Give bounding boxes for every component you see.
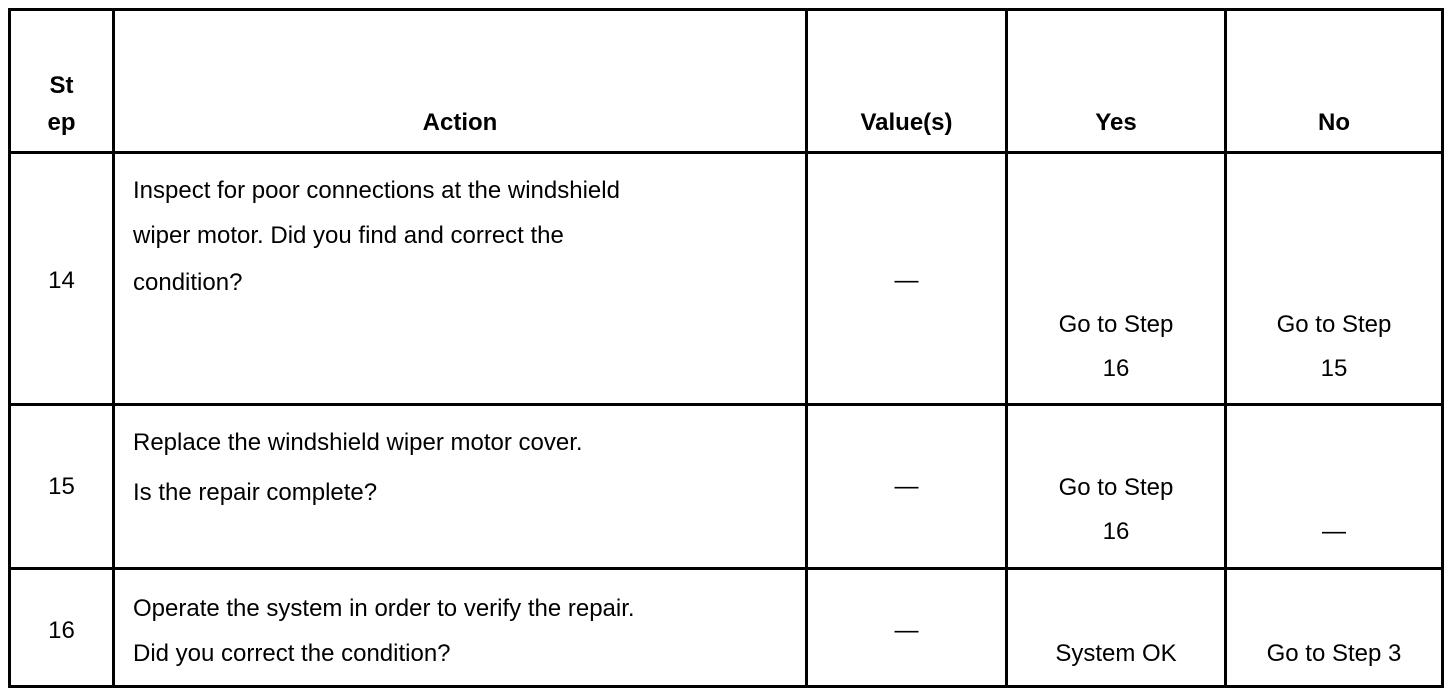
action-line: Did you correct the condition? (133, 640, 451, 667)
table-row (11, 406, 1444, 570)
header-action (115, 11, 808, 154)
yes-link-step: 16 (1102, 355, 1130, 382)
step-cell (11, 406, 115, 570)
table-row (11, 570, 1444, 688)
header-step-line2: ep (47, 109, 76, 136)
value-dash: — (894, 267, 919, 294)
step-number: 15 (48, 473, 75, 500)
header-yes (1008, 11, 1227, 154)
header-values-label: Value(s) (860, 109, 953, 136)
header-step-line1: St (49, 72, 74, 99)
yes-link-label: Go to Step (1058, 474, 1174, 501)
action-line: Operate the system in order to verify the repair. (133, 595, 635, 622)
step-number: 14 (48, 267, 75, 294)
header-action-label: Action (422, 109, 498, 136)
action-cell (115, 406, 808, 570)
yes-link-label: Go to Step (1058, 311, 1174, 338)
yes-cell (1008, 570, 1227, 688)
value-cell (808, 154, 1008, 406)
yes-cell (1008, 406, 1227, 570)
no-link-step: 15 (1320, 355, 1348, 382)
action-line: wiper motor. Did you find and correct the (133, 222, 564, 249)
step-number: 16 (48, 617, 75, 644)
yes-result: System OK (1055, 640, 1177, 667)
value-dash: — (894, 473, 919, 500)
header-no (1227, 11, 1444, 154)
no-dash: — (1322, 518, 1346, 545)
step-cell (11, 154, 115, 406)
diagnostic-table (8, 8, 1444, 688)
action-line: condition? (133, 269, 243, 296)
yes-link-step: 16 (1102, 518, 1130, 545)
step-cell (11, 570, 115, 688)
no-cell (1227, 570, 1444, 688)
table-header-row (11, 11, 1444, 154)
no-link-label: Go to Step 3 (1266, 640, 1402, 667)
value-dash: — (894, 617, 919, 644)
header-no-label: No (1318, 109, 1350, 136)
yes-cell (1008, 154, 1227, 406)
action-cell (115, 570, 808, 688)
value-cell (808, 406, 1008, 570)
no-cell (1227, 154, 1444, 406)
header-step (11, 11, 115, 154)
no-link-label: Go to Step (1276, 311, 1392, 338)
header-values (808, 11, 1008, 154)
action-line: Inspect for poor connections at the windshield (133, 177, 620, 204)
header-yes-label: Yes (1095, 109, 1137, 136)
no-cell (1227, 406, 1444, 570)
action-line: Is the repair complete? (133, 479, 378, 506)
value-cell (808, 570, 1008, 688)
table-row (11, 154, 1444, 406)
action-line: Replace the windshield wiper motor cover. (133, 429, 583, 456)
action-cell (115, 154, 808, 406)
